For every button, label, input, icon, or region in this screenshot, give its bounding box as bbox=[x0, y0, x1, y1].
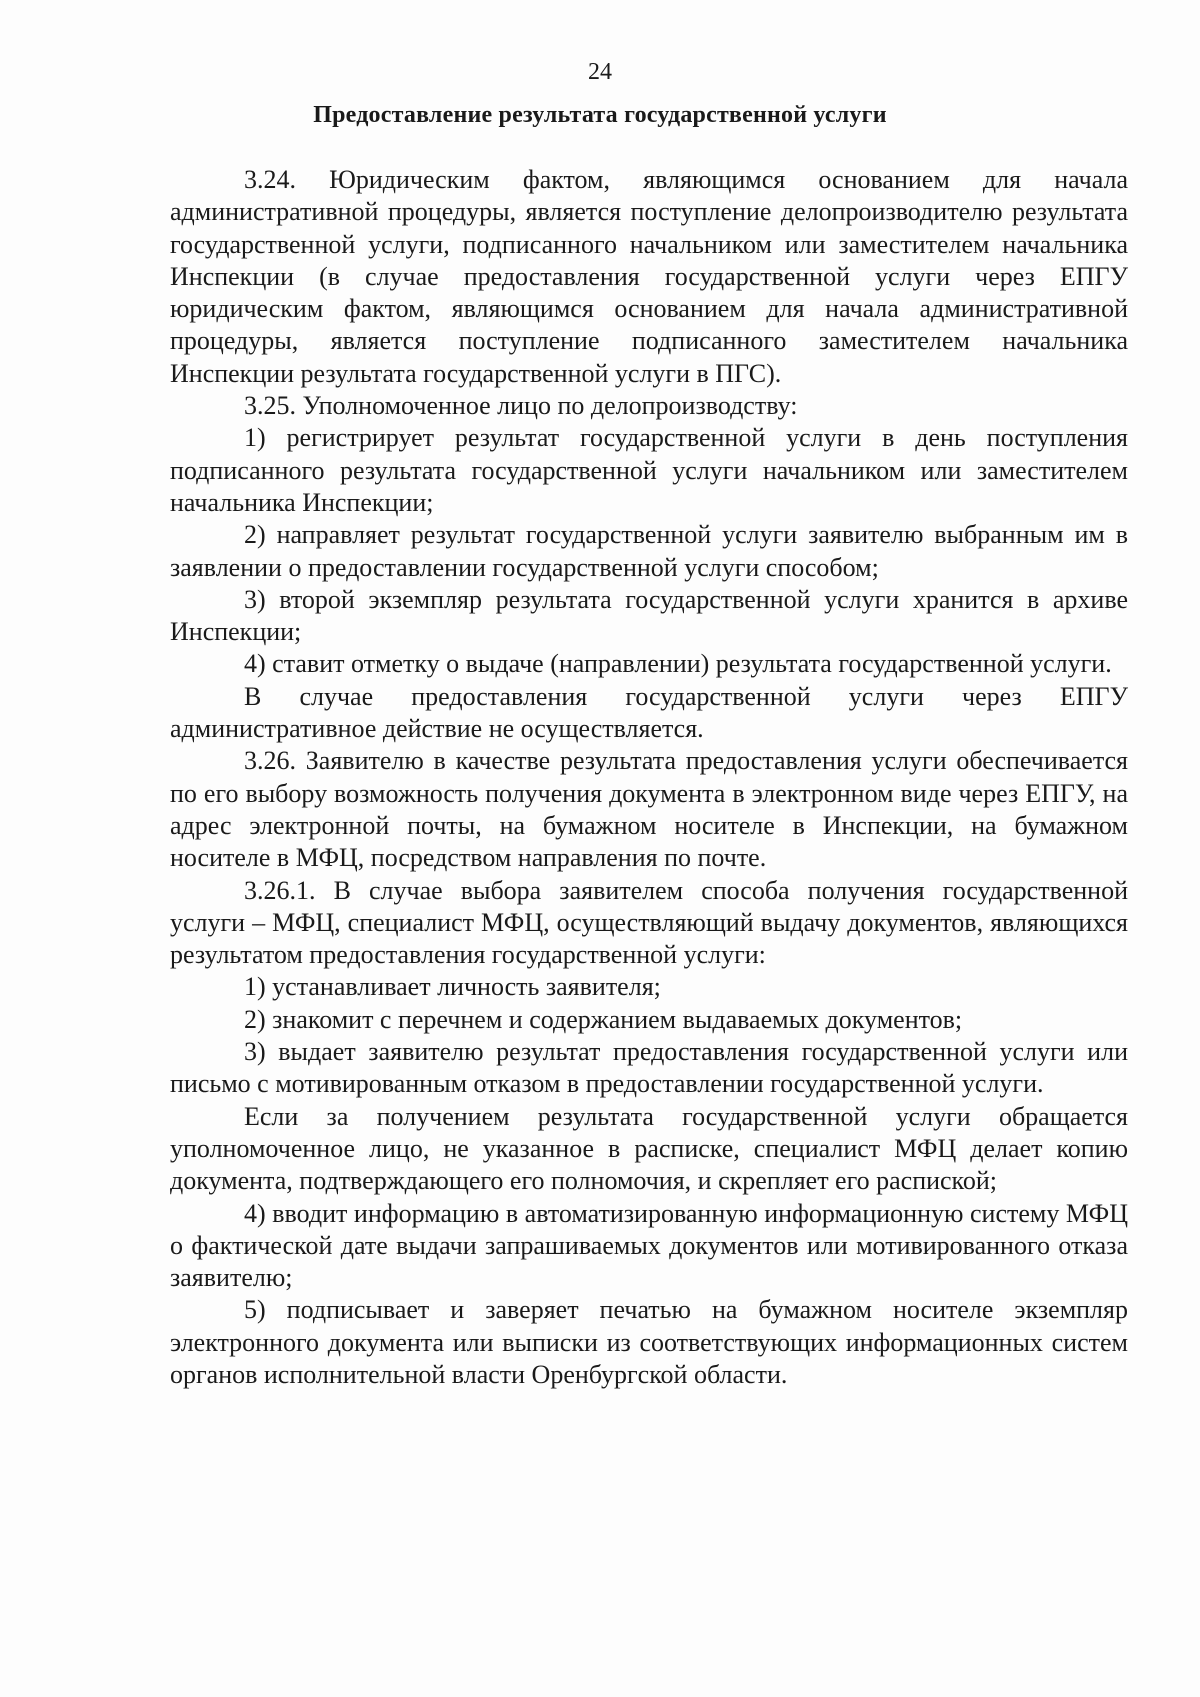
list-item-3-26-1-2: 2) знакомит с перечнем и содержанием выдаваемых документов; bbox=[244, 1004, 963, 1034]
paragraph-epgu-note: В случае предоставления государственной услуги через ЕПГУ административное действие не осуществляется. bbox=[170, 681, 1128, 744]
paragraph-authorized-person: Если за получением результата государственной услуги обращается уполномоченное лицо, не указанное в расписке, специалист МФЦ делает копию документа, подтверждающего его полномочия, и скрепляет его распиской; bbox=[170, 1101, 1128, 1196]
paragraph-3-26: 3.26. Заявителю в качестве результата предоставления услуги обеспечивается по его выбору возможность получения документа в электронном виде через ЕПГУ, на адрес электронной почты, на бумажном носителе в Инспекции, на бумажном носителе в МФЦ, посредством направления по почте. bbox=[170, 746, 1128, 873]
list-item-3-25-2: 2) направляет результат государственной услуги заявителю выбранным им в заявлении о предоставлении государственной услуги способом; bbox=[170, 520, 1128, 582]
paragraph-3-25: 3.25. Уполномоченное лицо по делопроизводству: bbox=[244, 391, 798, 421]
document-body bbox=[170, 164, 1128, 1391]
list-item-3-26-1-1: 1) устанавливает личность заявителя; bbox=[244, 972, 661, 1002]
paragraph-3-26-1: 3.26.1. В случае выбора заявителем способа получения государственной услуги – МФЦ, специалист МФЦ, осуществляющий выдачу документов, являющихся результатом предоставления государственной услуги: bbox=[170, 875, 1128, 970]
list-item-3-26-1-3: 3) выдает заявителю результат предоставления государственной услуги или письмо с мотивированным отказом в предоставлении государственной услуги. bbox=[170, 1037, 1128, 1099]
list-item-3-26-1-4: 4) вводит информацию в автоматизированную информационную систему МФЦ о фактической дате выдачи запрашиваемых документов или мотивированного отказа заявителю; bbox=[170, 1198, 1128, 1293]
list-item-3-25-4: 4) ставит отметку о выдаче (направлении) результата государственной услуги. bbox=[244, 649, 1112, 679]
paragraph-3-24: 3.24. Юридическим фактом, являющимся основанием для начала административной процедуры, является поступление делопроизводителю результата государственной услуги, подписанного начальником или заместителем начальника Инспекции (в случае предоставления государственной услуги через ЕПГУ юридическим фактом, являющимся основанием для начала административной процедуры, является поступление подписанного заместителем начальника Инспекции результата государственной услуги в ПГС). bbox=[170, 165, 1128, 388]
list-item-3-25-1: 1) регистрирует результат государственной услуги в день поступления подписанного результата государственной услуги начальником или заместителем начальника Инспекции; bbox=[170, 423, 1128, 517]
list-item-3-26-1-5: 5) подписывает и заверяет печатью на бумажном носителе экземпляр электронного документа или выписки из соответствующих информационных систем органов исполнительной власти Оренбургской области. bbox=[170, 1295, 1128, 1389]
list-item-3-25-3: 3) второй экземпляр результата государственной услуги хранится в архиве Инспекции; bbox=[170, 584, 1128, 647]
page-number: 24 bbox=[588, 59, 612, 85]
section-heading: Предоставление результата государственной услуги bbox=[313, 102, 887, 128]
